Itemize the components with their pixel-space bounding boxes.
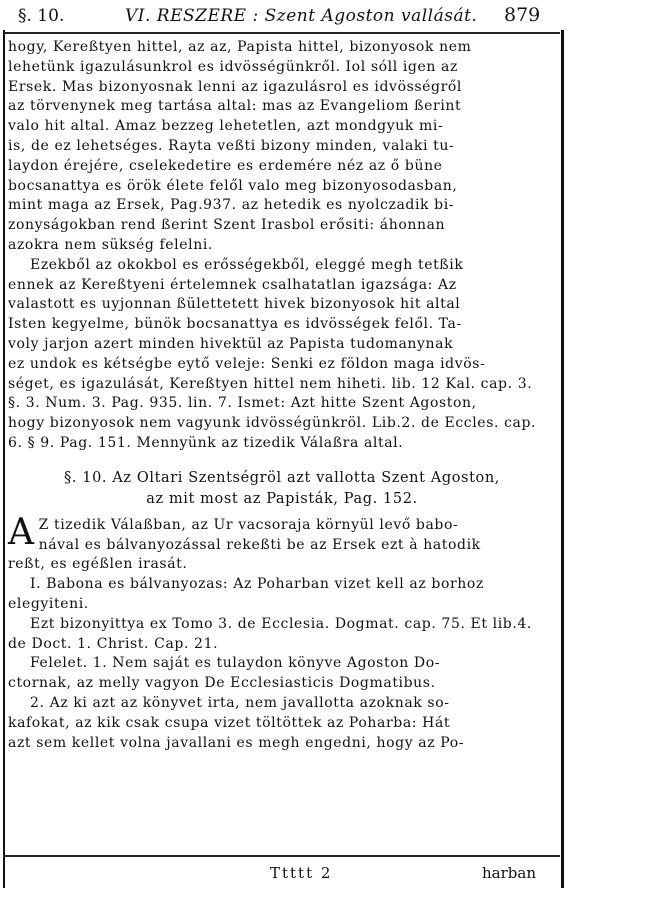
text-line: valo hit altal. Amaz bezzeg lehetetlen, azt mondgyuk mi- — [8, 118, 444, 135]
footer-rule — [4, 855, 560, 857]
text-line: mint maga az Ersek, Pag.937. az hetedik es nyolczadik bi- — [8, 197, 455, 214]
paragraph-6 — [8, 654, 556, 694]
text-line: séget, es igazulását, Kereßtyen hittel nem hiheti. lib. 12 Kal. cap. 3. — [8, 375, 533, 392]
header-rule — [4, 32, 560, 34]
text-line: hogy, Kereßtyen hittel, az az, Papista hittel, bizonyosok nem — [8, 39, 472, 55]
header-title: VI. RESZERE : Szent Agoston vallását. — [125, 6, 478, 26]
paragraph-4 — [8, 575, 556, 615]
page-border-right — [561, 30, 564, 888]
paragraph-7 — [8, 694, 556, 753]
text-line: Ezekből az okokbol es erősségekből, eleggé megh tetßik — [30, 256, 464, 273]
text-line: elegyiteni. — [8, 595, 89, 612]
text-line: 2. Az ki azt az könyvet irta, nem javallotta azoknak so- — [30, 694, 450, 711]
signature-mark: Ttttt 2 — [270, 864, 333, 882]
text-line: 6. § 9. Pag. 151. Mennyünk az tizedik Válaßra altal. — [8, 434, 404, 451]
text-line: laydon érejére, cselekedetire es erdemére néz az ő büne — [8, 157, 443, 174]
page-number: 879 — [504, 4, 541, 26]
text-line: valastott es uyjonnan ßülettetett hivek bizonyosok hit altal — [8, 296, 461, 313]
header-section: §. 10. — [18, 6, 65, 26]
page-footer — [0, 862, 560, 892]
text-line: azt sem kellet volna javallani es megh engedni, hogy az Po- — [8, 734, 465, 751]
text-line: reßt, es egéßlen irasát. — [8, 556, 188, 573]
text-line: kafokat, az kik csak csupa vizet töltöttek az Poharba: Hát — [8, 714, 451, 731]
text-line: §. 3. Num. 3. Pag. 935. lin. 7. Ismet: Azt hitte Szent Agoston, — [8, 395, 477, 412]
text-line: de Doct. 1. Christ. Cap. 21. — [8, 635, 219, 652]
text-line: voly jarjon azert minden hivektül az Papista tudomanynak — [8, 335, 454, 352]
text-line: ctornak, az melly vagyon De Ecclesiasticis Dogmatibus. — [8, 675, 436, 692]
text-line: lehetünk igazulásunkrol es idvösségünkről. Iol sóll igen az — [8, 58, 458, 75]
text-line: Z tizedik Válaßban, az Ur vacsoraja környül levő babo- — [38, 516, 459, 533]
paragraph-2 — [8, 256, 556, 454]
section-heading-line: az mit most az Papisták, Pag. 152. — [146, 490, 418, 507]
text-line: is, de ez lehetséges. Rayta veßti bizony minden, valaki tu- — [8, 137, 455, 154]
drop-cap: A — [8, 511, 35, 553]
text-line: I. Babona es bálvanyozas: Az Poharban vizet kell az borhoz — [30, 576, 484, 593]
paragraph-1 — [8, 38, 556, 256]
text-line: Felelet. 1. Nem saját es tulaydon könyve Agoston Do- — [30, 655, 441, 672]
running-header — [0, 0, 560, 30]
text-line: az törvenynek meg tartása altal: mas az Evangeliom ßerint — [8, 98, 462, 115]
text-line: hogy bizonyosok nem vagyunk idvösségünkröl. Lib.2. de Eccles. cap. — [8, 415, 537, 432]
text-line: Ezt bizonyittya ex Tomo 3. de Ecclesia. Dogmat. cap. 75. Et lib.4. — [30, 615, 532, 632]
paragraph-5 — [8, 615, 556, 655]
text-line: bocsanattya es örök élete felől valo meg bizonyosodasban, — [8, 177, 458, 194]
text-line: azokra nem sükség felelni. — [8, 236, 213, 253]
section-heading — [8, 468, 556, 510]
text-line: nával es bálvanyozással rekeßti be az Ersek ezt à hatodik — [38, 536, 481, 553]
text-line: Isten kegyelme, bünök bocsanattya es idvösségek felől. Ta- — [8, 316, 462, 333]
text-line: zonyságokban rend ßerint Szent Irasbol erősiti: áhonnan — [8, 217, 446, 234]
text-line: ennek az Kereßtyeni értelemnek csalhatatlan igazsága: Az — [8, 276, 457, 293]
paragraph-3 — [8, 511, 556, 575]
text-line: Ersek. Mas bizonyosnak lenni az igazulásrol es idvösségről — [8, 78, 463, 95]
page-border-left — [3, 30, 5, 888]
page-body — [8, 38, 556, 753]
section-heading-line: §. 10. Az Oltari Szentségröl azt vallotta Szent Agoston, — [64, 469, 500, 486]
catchword: harban — [482, 864, 536, 882]
text-line: ez undok es kétségbe eytő veleje: Senki ez földon maga idvös- — [8, 355, 486, 372]
